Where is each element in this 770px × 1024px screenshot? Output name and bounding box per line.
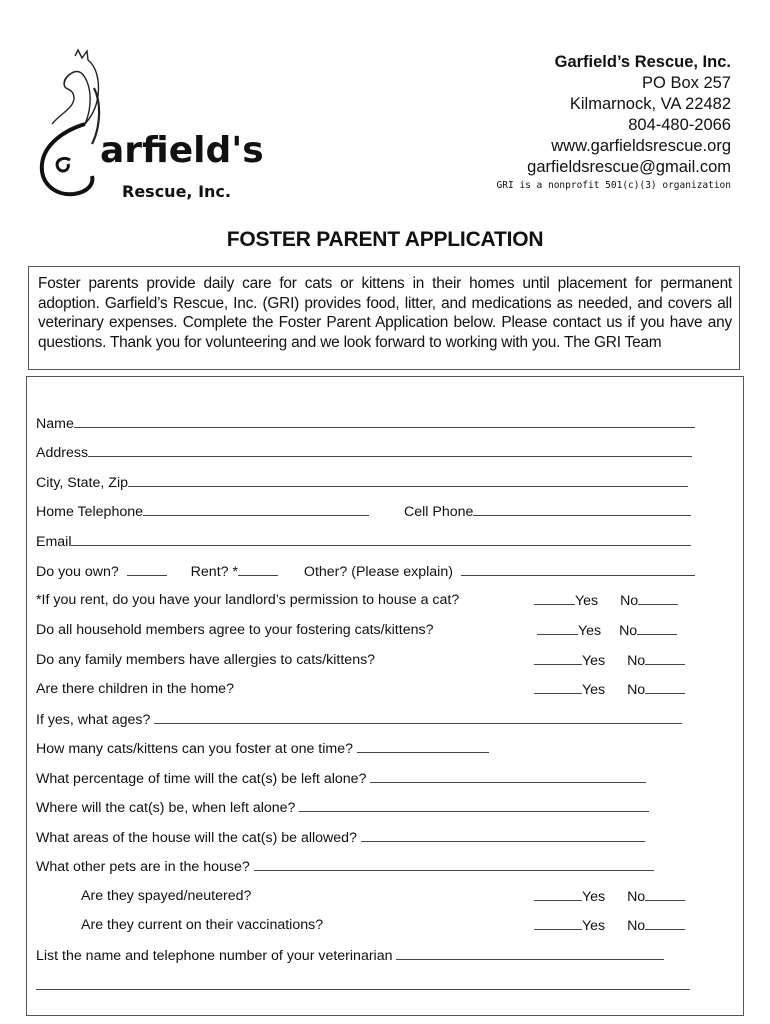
landlord-yes-field[interactable] [534,591,575,605]
vet-field-continued[interactable] [36,976,690,990]
ages-field[interactable] [154,710,682,724]
intro-box: Foster parents provide daily care for cats or kittens in their homes until placement for permanent adoption. Garfield’s Rescue, Inc. (GRI) provides food, litter, and medications as needed, and covers all veterinary expenses. Complete the Foster Parent Application below. Please contact us if you have any questions. Thank you for volunteering and we look forward to working with you. The GRI Team [28,266,740,370]
q-children: Are there children in the home? [36,681,234,697]
own-rent-row [36,562,695,581]
rent-label: Rent? * [190,564,238,580]
percentage-field[interactable] [370,769,646,783]
how-many-row [36,739,489,758]
contact-block [497,52,732,194]
q-landlord: *If you rent, do you have your landlord’s permission to house a cat? [36,592,460,608]
address-row [36,443,692,462]
email-link[interactable]: garfieldsrescue@gmail.com [527,158,731,176]
vet-label: List the name and telephone number of your veterinarian [36,948,393,964]
email-row [36,532,691,551]
ages-label: If yes, what ages? [36,712,151,728]
children-yes-field[interactable] [534,680,582,694]
how-many-field[interactable] [357,739,489,753]
q-household: Do all household members agree to your fostering cats/kittens? [36,622,434,638]
spayed-yes-no: Yes No [534,887,685,905]
po-box: PO Box 257 [642,74,731,92]
percentage-row [36,769,646,788]
areas-label: What areas of the house will the cat(s) be allowed? [36,830,357,846]
household-no-field[interactable] [637,621,677,635]
cell-phone-field[interactable] [473,502,691,516]
logo [30,48,270,213]
vet-field[interactable] [396,946,664,960]
vaccinations-yes-field[interactable] [534,916,582,930]
home-telephone-label: Home Telephone [36,504,144,520]
address-label: Address [36,445,89,461]
page-title: FOSTER PARENT APPLICATION [226,228,544,251]
website-link[interactable]: www.garfieldsrescue.org [551,137,731,155]
how-many-label: How many cats/kittens can you foster at one time? [36,741,354,757]
landlord-no-field[interactable] [638,591,678,605]
home-telephone-field[interactable] [143,502,369,516]
cell-phone-row [404,502,691,521]
other-pets-row [36,857,654,876]
other-field[interactable] [461,562,695,576]
name-field[interactable] [74,414,695,428]
address-field[interactable] [88,443,692,457]
org-name: Garfield’s Rescue, Inc. [554,53,731,71]
q-allergies: Do any family members have allergies to cats/kittens? [36,652,376,668]
allergies-yes-field[interactable] [534,651,582,665]
where-label: Where will the cat(s) be, when left alone? [36,800,296,816]
other-pets-field[interactable] [254,857,654,871]
vaccinations-no-field[interactable] [645,916,685,930]
where-field[interactable] [299,798,649,812]
phone: 804-480-2066 [628,116,731,134]
q-vaccinations: Are they current on their vaccinations? [81,917,324,933]
q-spayed: Are they spayed/neutered? [81,888,252,904]
areas-field[interactable] [361,828,645,842]
city-state-zip: Kilmarnock, VA 22482 [569,95,731,113]
email-label: Email [36,534,72,550]
own-field[interactable] [127,562,167,576]
spayed-no-field[interactable] [645,887,685,901]
household-yes-field[interactable] [537,621,578,635]
city-row [36,473,688,492]
areas-row [36,828,645,847]
spayed-yes-field[interactable] [534,887,582,901]
own-label: Do you own? [36,564,119,580]
where-row [36,798,649,817]
nonprofit-note: GRI is a nonprofit 501(c)(3) organization [496,180,731,191]
other-pets-label: What other pets are in the house? [36,859,250,875]
vet-row [36,946,664,965]
city-field[interactable] [128,473,688,487]
ages-row [36,710,682,729]
rent-field[interactable] [238,562,278,576]
name-row [36,414,695,433]
phone-row [36,502,369,521]
vaccinations-yes-no: Yes No [534,916,685,934]
landlord-yes-no: Yes No [534,591,678,609]
logo-subtitle: Rescue, Inc. [122,182,231,201]
percentage-label: What percentage of time will the cat(s) be left alone? [36,771,367,787]
household-yes-no: Yes No [537,621,677,639]
allergies-yes-no: Yes No [534,651,685,669]
children-yes-no: Yes No [534,680,685,698]
allergies-no-field[interactable] [645,651,685,665]
email-field[interactable] [71,532,691,546]
name-label: Name [36,416,74,432]
city-label: City, State, Zip [36,475,128,491]
logo-wordmark: arfield's [100,130,264,171]
other-label: Other? (Please explain) [303,564,453,580]
children-no-field[interactable] [645,680,685,694]
vet-row-2 [36,976,690,995]
cell-phone-label: Cell Phone [404,504,474,520]
